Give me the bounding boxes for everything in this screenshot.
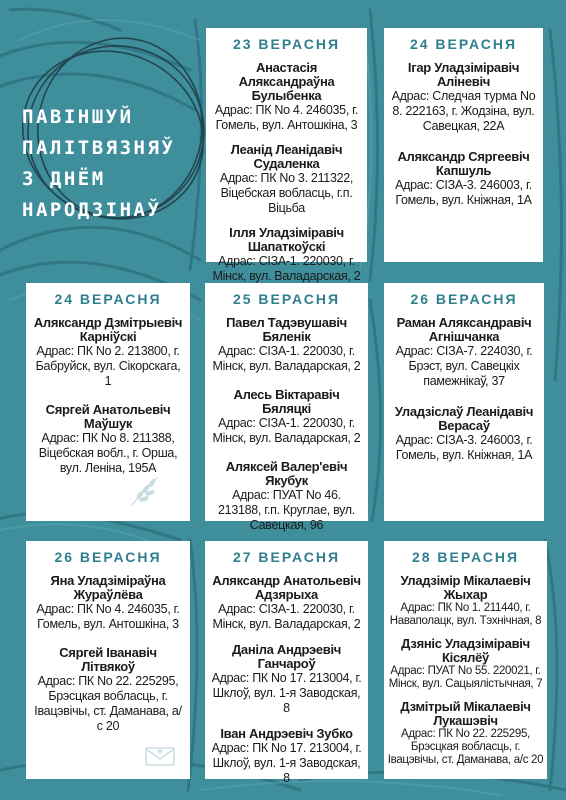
greeting-heading [22,102,202,226]
card-date: 24 ВЕРАСНЯ [54,291,162,307]
prisoner-name: Дзмітрый Мікалаевіч Лукашэвіч [400,699,531,728]
prisoner-address: Адрас: СІЗА-3. 246003, г. Гомель, вул. Кніжная, 1А [395,433,533,462]
prisoner-name: Леанід Леанідавіч Судаленка [230,142,343,171]
prisoner-entry [32,316,184,389]
prisoner-name: Дзяніс Уладзіміравіч Кісялёў [401,636,530,665]
heading-line: НАРОДЗІНАЎ [22,199,162,221]
prisoner-address: Адрас: ПУАТ No 55. 220021, г. Мінск, вул. Сацыялістычная, 7 [388,665,543,690]
prisoner-address: Адрас: ПК No 8. 211388, Віцебская вобл., г. Орша, вул. Леніна, 195А [38,431,178,475]
card-date: 24 ВЕРАСНЯ [409,36,518,52]
birthday-card [205,541,368,785]
prisoner-name: Уладзімір Мікалаевіч Жыхар [400,573,531,602]
prisoner-address: Адрас: СІЗА-1. 220030, г. Мінск, вул. Валадарская, 2 [212,254,361,283]
prisoner-entry [32,646,184,734]
prisoner-entry [211,727,362,786]
birthday-card [206,28,367,283]
prisoner-entry [211,460,362,533]
prisoner-name: Алесь Віктаравіч Бяляцкі [233,387,340,416]
prisoner-name: Аляксандр Анатольевіч Адзярыха [212,573,361,602]
prisoner-entry [387,637,544,691]
prisoner-entry [390,150,537,208]
prisoner-entry [390,405,538,463]
prisoner-name: Іван Андрэевіч Зубко [220,726,353,741]
prisoner-entry [32,574,184,632]
card-date: 26 ВЕРАСНЯ [54,549,162,565]
prisoner-entry [212,226,361,284]
prisoner-entry [212,143,361,216]
envelope-icon [144,745,176,767]
prisoner-name: Аляксей Валер'евіч Якубук [225,459,348,488]
prisoner-entry [211,316,362,374]
prisoner-entry [390,61,537,134]
prisoner-address: Адрас: ПК No 3. 211322, Віцебская вобласць, г.п. Віцьба [219,171,354,215]
birthday-card [26,283,190,521]
birthday-card [205,283,368,532]
birthday-card [26,541,190,779]
card-date: 28 ВЕРАСНЯ [411,549,520,565]
prisoner-name: Ілля Уладзіміравіч Шапаткоўскі [229,225,344,254]
prisoner-name: Анастасія Аляксандраўна Булыбенка [238,60,335,103]
birthday-card [384,283,544,521]
prisoner-address: Адрас: ПК No 4. 246035, г. Гомель, вул. Антошкіна, 3 [214,103,359,132]
prisoner-name: Сяргей Анатольевіч Маўшук [45,402,171,431]
heading-line: ПАВІНШУЙ [22,106,134,128]
prisoner-entry [211,574,362,632]
prisoner-entry [211,388,362,446]
prisoner-name: Ігар Уладзіміравіч Аліневіч [407,60,520,89]
prisoner-entry [387,574,544,628]
prisoner-address: Адрас: ПК No 4. 246035, г. Гомель, вул. Антошкіна, 3 [36,602,180,631]
leaf-sprig-icon [128,473,164,507]
prisoner-name: Сяргей Іванавіч Літвякоў [59,645,157,674]
prisoner-address: Адрас: ПК No 17. 213004, г. Шклоў, вул. 1-я Заводская, 8 [211,741,362,785]
heading-line: З ДНЁМ [22,168,106,190]
card-date: 25 ВЕРАСНЯ [232,291,341,307]
prisoner-name: Уладзіслаў Леанідавіч Верасаў [394,404,534,433]
prisoner-address: Адрас: ПК No 22. 225295, Брэсцкая вобласць, г. Івацэвічы, ст. Даманава, а/с 20 [34,674,182,733]
card-date: 27 ВЕРАСНЯ [232,549,341,565]
birthday-card [384,541,547,779]
prisoner-entry [387,700,544,767]
prisoner-entry [211,643,362,716]
prisoner-address: Адрас: Следчая турма No 8. 222163, г. Жодзіна, вул. Савецкая, 22А [391,89,536,133]
prisoner-address: Адрас: СІЗА-1. 220030, г. Мінск, вул. Валадарская, 2 [212,344,361,373]
prisoner-address: Адрас: СІЗА-3. 246003, г. Гомель, вул. Кніжная, 1А [395,178,532,207]
card-date: 23 ВЕРАСНЯ [232,36,341,52]
prisoner-address: Адрас: СІЗА-7. 224030, г. Брэст, вул. Савецкіх памежнікаў, 37 [395,344,533,388]
prisoner-name: Даніла Андрэевіч Ганчароў [231,642,342,671]
prisoner-address: Адрас: СІЗА-1. 220030, г. Мінск, вул. Валадарская, 2 [212,416,361,445]
prisoner-name: Аляксандр Сяргеевіч Капшуль [397,149,530,178]
prisoner-name: Павел Тадэвушавіч Бяленік [226,315,347,344]
prisoner-entry [32,403,184,476]
prisoner-address: Адрас: ПУАТ No 46. 213188, г.п. Круглае, вул. Савецкая, 96 [218,488,355,532]
prisoner-name: Раман Аляксандравіч Агнішчанка [396,315,532,344]
prisoner-address: Адрас: ПК No 1. 211440, г. Наваполацк, вул. Тэхнічная, 8 [389,602,542,627]
prisoner-address: Адрас: ПК No 17. 213004, г. Шклоў, вул. 1-я Заводская, 8 [211,671,362,715]
prisoner-entry [212,61,361,133]
birthday-card [384,28,543,262]
prisoner-address: Адрас: ПК No 2. 213800, г. Бабруйск, вул. Сікорскага, 1 [35,344,181,388]
prisoner-name: Аляксандр Дзмітрыевіч Карніўскі [33,315,183,344]
heading-line: ПАЛІТВЯЗНЯЎ [22,137,176,159]
prisoner-name: Яна Уладзіміраўна Жураўлёва [50,573,166,602]
prisoner-address: Адрас: СІЗА-1. 220030, г. Мінск, вул. Валадарская, 2 [212,602,361,631]
prisoner-entry [390,316,538,389]
card-date: 26 ВЕРАСНЯ [410,291,518,307]
prisoner-address: Адрас: ПК No 22. 225295, Брэсцкая вобласць, г. Івацэвічы, ст. Даманава, а/с 20 [387,728,544,766]
